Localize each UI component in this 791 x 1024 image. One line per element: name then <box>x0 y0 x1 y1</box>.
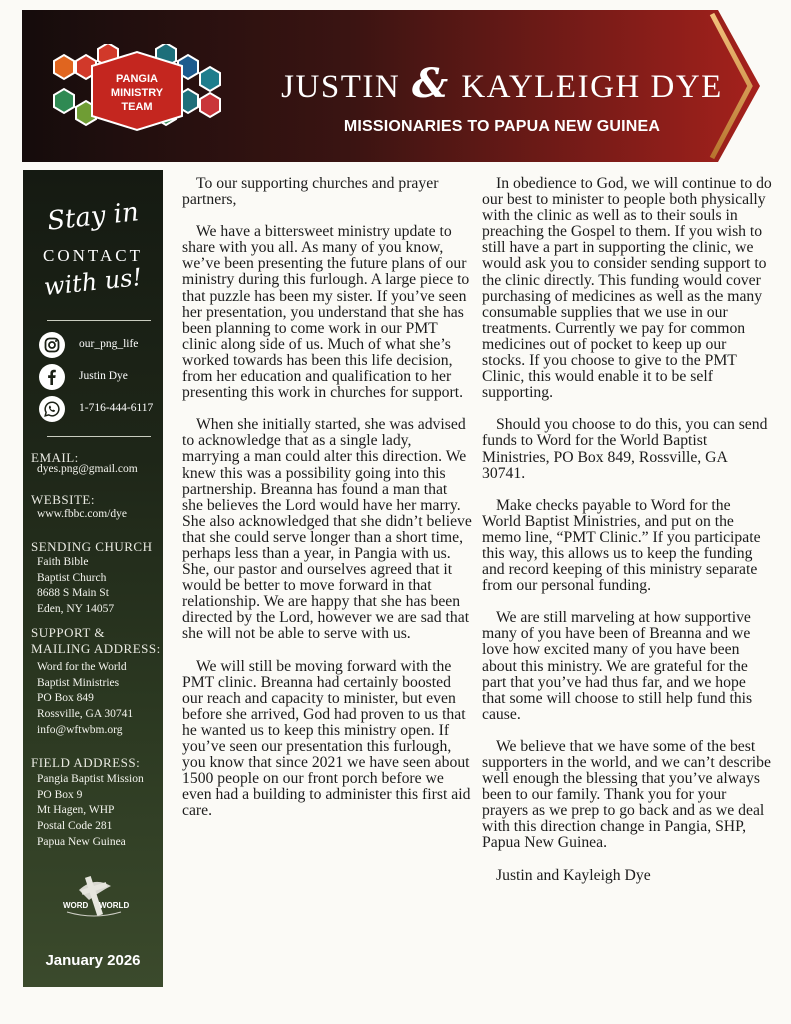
letter-column-left <box>182 176 472 835</box>
field-line: Papua New Guinea <box>37 835 126 848</box>
email-label: EMAIL: <box>31 450 79 465</box>
ww-logo-world: WORLD <box>99 901 129 910</box>
letter-paragraph: Make checks payable to Word for the World Baptist Ministries, and put on the memo line, “PMT Clinic.” If you participate this way, this allows us to keep the funding and record keeping of this ministry separate from our personal funding. <box>482 496 761 595</box>
missionary-names <box>272 60 732 107</box>
logo-text-line-1: PANGIA <box>116 73 158 85</box>
support-label-2: MAILING ADDRESS: <box>31 641 161 656</box>
field-line: Mt Hagen, WHP <box>37 804 115 817</box>
logo-text-line-3: TEAM <box>121 101 153 113</box>
sending-line: Faith Bible <box>37 556 89 568</box>
field-address-label: FIELD ADDRESS: <box>31 755 141 770</box>
pangia-ministry-team-logo <box>44 44 230 134</box>
stay-in-script: Stay in <box>45 197 141 237</box>
letter-paragraph: We have a bittersweet ministry update to share with you all. As many of you know, we’ve been presenting the future plans of our ministry during this furlough. A large piece to that puzzle has been my sister. If you’ve seen her presentation, you understand that she has been planning to come work in our PMT clinic along side of us. Much of what she’s worked towards has been this life decision, from her education and qualification to her presenting this work in churches for support. <box>182 223 470 402</box>
sidebar-divider <box>47 436 151 437</box>
sending-church-label: SENDING CHURCH <box>31 539 153 554</box>
letter-paragraph: We are still marveling at how supportive many of you have been of Breanna and we love how excited many of you have been about this ministry. We are grateful for the part that you’ve had thus far, and we hope that some will choose to still help fund this cause. <box>482 609 753 723</box>
support-email[interactable]: info@wftwbm.org <box>37 723 123 736</box>
website-value[interactable]: www.fbbc.com/dye <box>37 508 127 520</box>
social-facebook[interactable] <box>39 364 169 394</box>
banner-subtitle: MISSIONARIES TO PAPUA NEW GUINEA <box>343 118 661 135</box>
sidebar-divider <box>47 320 151 321</box>
letter-paragraph: We will still be moving forward with the PMT clinic. Breanna had certainly boosted our reach and capacity to minister, but even before she arrived, God had proven to us that he wanted us to keep this ministry open. If you’ve seen our presentation this furlough, you know that since 2021 we have seen about 1500 people on our front porch before we even had a building to administer this first aid care. <box>182 657 471 820</box>
with-us-script: with us! <box>42 262 144 302</box>
sending-line: Eden, NY 14057 <box>37 603 115 616</box>
sending-line: Baptist Church <box>37 571 107 584</box>
instagram-handle: our_png_life <box>79 338 139 350</box>
contact-heading: CONTACT <box>43 246 143 265</box>
whatsapp-number: 1-716-444-6117 <box>79 402 154 414</box>
name-justin: JUSTIN <box>281 69 401 105</box>
support-line: PO Box 849 <box>37 692 94 705</box>
support-label-1: SUPPORT & <box>31 625 105 640</box>
instagram-icon <box>39 332 65 358</box>
letter-paragraph: Should you choose to do this, you can send funds to Word for the World Baptist Ministries, PO Box 849, Rossville, GA 30741. <box>482 416 768 482</box>
social-instagram[interactable] <box>39 332 169 362</box>
logo-text-line-2: MINISTRY <box>110 87 164 99</box>
field-line: Postal Code 281 <box>37 820 113 833</box>
support-address <box>37 660 133 739</box>
support-line: Baptist Ministries <box>37 676 120 689</box>
support-line: Word for the World <box>37 661 127 673</box>
field-line: Pangia Baptist Mission <box>37 773 144 785</box>
social-whatsapp[interactable] <box>39 396 169 426</box>
whatsapp-icon <box>39 396 65 422</box>
letter-paragraph: In obedience to God, we will continue to do our best to minister to people both physically with the clinic as well as to their souls in preaching the Gospel to them. If you wish to still have a part in supporting the clinic, we would ask you to consider sending support to the clinic directly. This funding would cover purchasing of medicines as well as the many consumable supplies that we use in our treatments. Currently we pay for common medicines out of pocket to keep up our stocks. If you choose to give to the PMT Clinic, this would enable it to be self supporting. <box>482 175 772 402</box>
email-value[interactable]: dyes.png@gmail.com <box>37 463 138 475</box>
sending-line: 8688 S Main St <box>37 587 109 600</box>
letter-column-right <box>482 176 772 900</box>
header-banner <box>22 10 770 162</box>
field-line: PO Box 9 <box>37 788 83 801</box>
letter-greeting: To our supporting churches and prayer partners, <box>182 175 439 209</box>
ww-logo-word: WORD <box>63 901 89 910</box>
name-kayleigh-dye: KAYLEIGH DYE <box>461 69 723 105</box>
support-line: Rossville, GA 30741 <box>37 708 134 721</box>
name-ampersand: & <box>411 60 450 107</box>
website-label: WEBSITE: <box>31 492 95 507</box>
letter-paragraph: We believe that we have some of the best supporters in the world, and we can’t describe well enough the blessing that you’ve always been to our family. Thank you for your prayers as we prep to go back and as we deal with this direction change in Pangia, SHP, Papua New Guinea. <box>482 737 771 852</box>
field-address <box>37 772 144 851</box>
letter-paragraph: When she initially started, she was advised to acknowledge that as a single lady, marrying a man could alter this direction. We knew this was a possibility going into this partnership. Breanna has found a man that she believes the Lord would have her marry. She also acknowledged that she didn’t believe that she could serve longer than a short time, perhaps less than a year, in Pangia with us. She, our pastor and ourselves agreed that it would be better to move forward in that relationship. We are happy that she has been directed by the Lord, however we are sad that she will not be able to serve with us. <box>182 416 472 643</box>
facebook-icon <box>39 364 65 390</box>
issue-date: January 2026 <box>45 952 141 969</box>
word-for-the-world-logo <box>59 870 129 926</box>
contact-sidebar <box>23 170 163 987</box>
sending-church-address <box>37 555 114 618</box>
facebook-name: Justin Dye <box>79 370 128 382</box>
letter-signature: Justin and Kayleigh Dye <box>496 866 651 884</box>
